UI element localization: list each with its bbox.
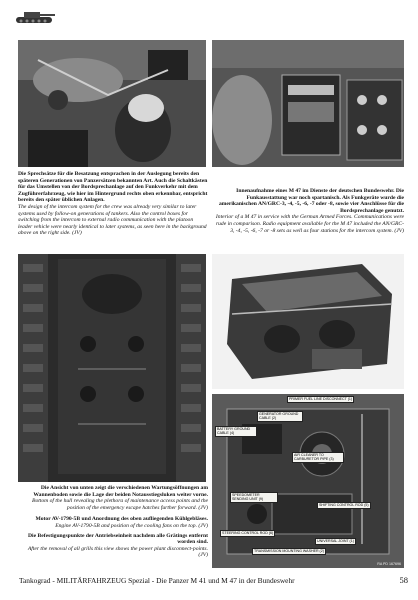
photo-crew-intercom xyxy=(18,40,206,167)
tank-logo-icon xyxy=(14,6,56,26)
photo-powerplant-diagram xyxy=(212,394,404,568)
label-speedometer: SPEEDOMETER SENDING UNIT (9) xyxy=(230,492,278,503)
caption-powerplant-de: Die Befestigungspunkte der Antriebseinheit nachdem alle Grätings entfernt worden sind. xyxy=(28,532,208,546)
caption-powerplant-en: After the removal of all grills this view shows the power plant disconnect-points. (JV) xyxy=(27,545,208,559)
caption-en: Interior of a M 47 in service with the German Armed Forces. Communications were rude in comparison. Radio equipment available for the M 47 included the AN/GRC-3, -4, -5, -6, -7 or -8 sets as well as four stations for the intercom system. (JV) xyxy=(215,214,404,234)
label-air-cleaner: AIR CLEANER TO CARBURETOR PIPE (3) xyxy=(292,452,344,463)
label-battery: BATTERY GROUND CABLE (4) xyxy=(215,426,257,437)
label-generator: GENERATOR GROUND CABLE (2) xyxy=(257,411,303,422)
caption-engine-en: Engine AV-1790-5B and position of the cooling fans on the top. (JV) xyxy=(55,522,208,529)
label-steering: STEERING CONTROL ROD (6) xyxy=(222,531,274,536)
caption-hull-en: Bottom of the hull revealing the plethora of maintenance access points and the position of the emergency escape hatches further forward. (JV) xyxy=(32,498,208,511)
page-number: 58 xyxy=(399,575,408,585)
caption-bottom-left xyxy=(18,485,208,559)
caption-engine-de: Motor AV-1790-5B und Anordnung des oben aufliegenden Kühlgebläses. xyxy=(35,516,208,523)
photo-radio-interior xyxy=(212,40,404,167)
label-universal: UNIVERSAL JOINT (1) xyxy=(317,539,354,544)
label-ra-number: RA PD 167696 xyxy=(377,562,401,566)
caption-radio-interior xyxy=(214,188,404,234)
caption-crew-intercom xyxy=(18,171,208,237)
label-shifting: SHIFTING CONTROL ROD (5) xyxy=(319,503,369,508)
label-transmission: TRANSMISSION MOUNTING WASHER (2) xyxy=(254,549,324,554)
page-footer: Tankograd - MILITÄRFAHRZEUG Spezial - Die Panzer M 41 und M 47 in der Bundeswehr xyxy=(19,576,295,585)
label-primer: PRIMER FUEL LINE DISCONNECT (1) xyxy=(289,397,353,402)
caption-de: Die Sprechsätze für die Besatzung entsprachen in der Auslegung bereits den späteren Generationen von Panzersätzen bekannten Art. Auch die Schaltkästen für das Umstellen von der Bordsprechanlage auf den Funkverkehr mit dem Zugführerfahrzeug, wie hier im Hintergrund rechts oben erkennbar, entspricht bereits den später üblichen Anlagen. xyxy=(18,171,208,204)
caption-en: The design of the intercom system for the crew was already very similar to later systems used by follow-on generations of tankers. Also the control boxes for switching from the intercom to external radio communication with the platoon leader vehicle were nearly identical to later systems, as seen here in the background above on the right side. (JV) xyxy=(18,203,207,237)
caption-hull-de: Die Ansicht von unten zeigt die verschiedenen Wartungsöffnungen am Wannenboden sowie die Lage der beiden Notausstiegsluken weiter vorne. xyxy=(33,485,208,498)
photo-engine xyxy=(212,254,404,389)
caption-de: Innenaufnahme eines M 47 im Dienste der deutschen Bundeswehr. Die Funkausstattung war noch spartanisch. Als Funkgeräte wurde die amerikanischen AN/GRC-3, -4, -5, -6, -7 oder -8, sowie vier Anschlüsse für die Bordsprechanlage genutzt. xyxy=(218,188,404,214)
photo-hull-bottom xyxy=(18,254,206,482)
